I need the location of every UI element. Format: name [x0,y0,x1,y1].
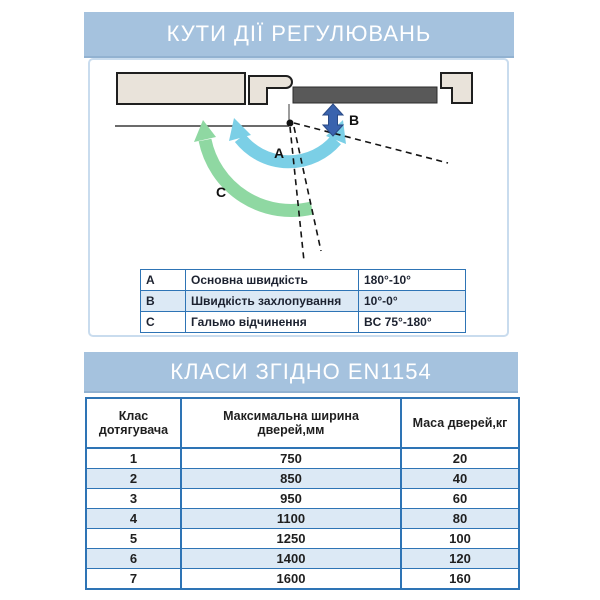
angle-name: Швидкість захлопування [186,291,359,312]
header-class: Клас дотягувача [86,398,181,448]
angles-table [140,269,466,333]
door-leaf [293,87,437,103]
cell-class: 2 [86,469,181,489]
section1-title: КУТИ ДІЇ РЕГУЛЮВАНЬ [166,21,432,46]
cell-mass: 100 [401,529,519,549]
cell-mass: 160 [401,569,519,590]
classes-table-header-row [86,398,519,448]
section2-title-band [84,352,518,393]
header-width: Максимальна ширина дверей,мм [181,398,401,448]
dashed-line-door-1 [290,127,304,261]
angle-value: BC 75°-180° [359,312,466,333]
label-a: A [273,145,285,161]
wall-right [441,73,472,103]
label-b: B [348,112,360,128]
angle-name: Основна швидкість [186,270,359,291]
header-mass: Маса дверей,кг [401,398,519,448]
cell-class: 5 [86,529,181,549]
dashed-line-door-2 [294,127,321,251]
cell-mass: 120 [401,549,519,569]
arrow-a-arc [240,138,336,162]
cell-class: 1 [86,448,181,469]
label-c: C [215,184,227,200]
cell-width: 850 [181,469,401,489]
cell-mass: 80 [401,509,519,529]
wall-left [117,73,245,104]
table-row [86,469,519,489]
angles-table-row [141,312,466,333]
cell-mass: 40 [401,469,519,489]
angle-value: 180°-10° [359,270,466,291]
cell-width: 1250 [181,529,401,549]
section2-title: КЛАСИ ЗГІДНО EN1154 [170,358,432,384]
door-position-dashed-lines [290,123,448,261]
arrow-c-head [194,120,216,142]
cell-width: 950 [181,489,401,509]
cell-width: 750 [181,448,401,469]
table-row [86,549,519,569]
en1154-classes-table [85,397,520,590]
table-row [86,489,519,509]
angle-key: B [141,291,186,312]
angle-name: Гальмо відчинення [186,312,359,333]
hinge-pivot-dot [287,120,294,127]
cell-width: 1400 [181,549,401,569]
cell-mass: 20 [401,448,519,469]
cell-class: 3 [86,489,181,509]
door-frame-stop [249,76,292,104]
table-row [86,529,519,549]
cell-width: 1100 [181,509,401,529]
cell-width: 1600 [181,569,401,590]
angles-table-row [141,270,466,291]
cell-mass: 60 [401,489,519,509]
cell-class: 4 [86,509,181,529]
table-row [86,569,519,590]
angle-value: 10°-0° [359,291,466,312]
cell-class: 7 [86,569,181,590]
angle-key: C [141,312,186,333]
cell-class: 6 [86,549,181,569]
angles-table-row [141,291,466,312]
table-row [86,509,519,529]
angle-key: A [141,270,186,291]
table-row [86,448,519,469]
section1-title-band [84,12,514,58]
